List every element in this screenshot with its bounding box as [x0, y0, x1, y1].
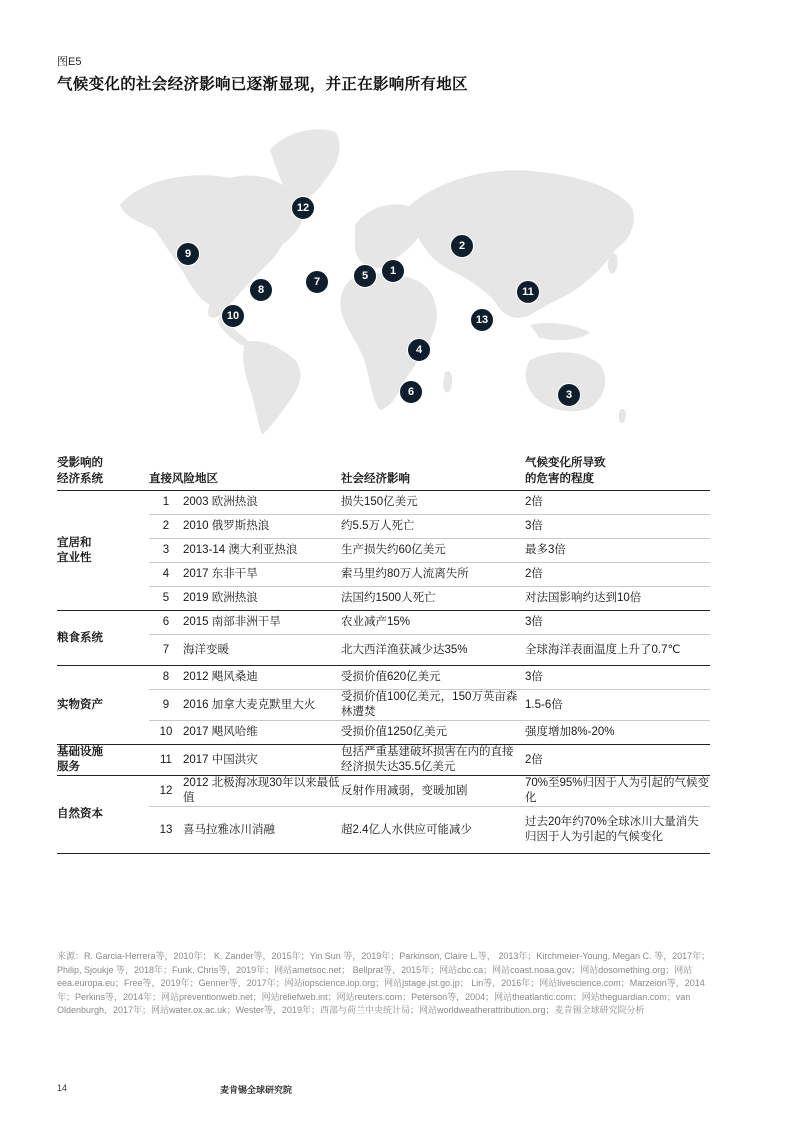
- row-number: 10: [149, 721, 183, 745]
- world-map: [110, 110, 700, 440]
- row-impact: 北大西洋渔获减少达35%: [341, 635, 525, 666]
- row-number: 9: [149, 690, 183, 721]
- row-severity: 强度增加8%-20%: [525, 721, 710, 745]
- north-america-shape: [120, 175, 303, 318]
- map-marker-11: 11: [516, 280, 540, 304]
- row-impact: 受损价值100亿美元，150万英亩森林遭焚: [341, 690, 525, 721]
- row-severity: 2倍: [525, 745, 710, 776]
- se-asia-islands-shape: [530, 323, 590, 340]
- page-number: 14: [57, 1083, 68, 1093]
- table-row: [57, 563, 710, 587]
- row-event: 2017 中国洪灾: [183, 745, 341, 776]
- madagascar-shape: [443, 371, 452, 392]
- map-marker-6: 6: [399, 380, 423, 404]
- row-number: 1: [149, 491, 183, 515]
- table-row: [57, 690, 710, 721]
- row-severity: 过去20年约70%全球冰川大量消失归因于人为引起的气候变化: [525, 807, 710, 854]
- table-row: [57, 666, 710, 690]
- row-number: 5: [149, 587, 183, 611]
- row-event: 2015 南部非洲干旱: [183, 611, 341, 635]
- header-severity: 气候变化所导致 的危害的程度: [525, 457, 606, 485]
- row-severity: 最多3倍: [525, 539, 710, 563]
- table-row: [57, 745, 710, 776]
- map-marker-4: 4: [407, 338, 431, 362]
- map-marker-2: 2: [450, 234, 474, 258]
- row-severity: 1.5-6倍: [525, 690, 710, 721]
- row-impact: 法国约1500人死亡: [341, 587, 525, 611]
- row-event: 喜马拉雅冰川消融: [183, 807, 341, 854]
- map-marker-5: 5: [353, 264, 377, 288]
- row-impact: 生产损失约60亿美元: [341, 539, 525, 563]
- south-america-shape: [243, 341, 300, 435]
- row-event: 海洋变暖: [183, 635, 341, 666]
- header-event: 直接风险地区: [149, 473, 218, 485]
- row-impact: 受损价值620亿美元: [341, 666, 525, 690]
- risk-table: [57, 455, 710, 854]
- publisher-name: 麦肯锡全球研究院: [220, 1085, 293, 1095]
- row-event: 2016 加拿大麦克默里大火: [183, 690, 341, 721]
- table-row: [57, 721, 710, 745]
- table-row: [57, 776, 710, 807]
- row-severity: 3倍: [525, 515, 710, 539]
- row-event: 2017 东非干旱: [183, 563, 341, 587]
- row-event: 2012 北极海冰现30年以来最低值: [183, 776, 341, 807]
- group-label-food-systems: 粮食系统: [57, 611, 149, 666]
- table-header-row: [57, 455, 710, 491]
- row-event: 2017 飓风哈维: [183, 721, 341, 745]
- figure-title: 气候变化的社会经济影响已逐渐显现，并正在影响所有地区: [57, 76, 468, 93]
- row-event: 2019 欧洲热浪: [183, 587, 341, 611]
- group-label-natural-capital: 自然资本: [57, 776, 149, 854]
- row-severity: 3倍: [525, 611, 710, 635]
- row-impact: 超2.4亿人水供应可能减少: [341, 807, 525, 854]
- table-row: [57, 491, 710, 515]
- row-impact: 受损价值1250亿美元: [341, 721, 525, 745]
- table-row: [57, 807, 710, 854]
- table-row: [57, 587, 710, 611]
- table-row: [57, 515, 710, 539]
- table-row: [57, 611, 710, 635]
- group-label-physical-assets: 实物资产: [57, 666, 149, 745]
- row-impact: 损失150亿美元: [341, 491, 525, 515]
- row-number: 13: [149, 807, 183, 854]
- header-system: 受影响的 经济系统: [57, 457, 103, 485]
- map-marker-3: 3: [557, 383, 581, 407]
- row-severity: 3倍: [525, 666, 710, 690]
- row-number: 11: [149, 745, 183, 776]
- header-impact: 社会经济影响: [341, 473, 410, 485]
- row-impact: 索马里约80万人流离失所: [341, 563, 525, 587]
- table-row: [57, 539, 710, 563]
- map-marker-8: 8: [249, 278, 273, 302]
- source-note: 来源：R. Garcia-Herrera等，2010年； K. Zander等，2015年；Yin Sun 等，2019年；Parkinson, Claire L.等， 2013年；Kirchmeier-Young, Megan C. 等，2017年；Philip, Sjoukje 等，2018年；Funk, Chris等，2019年；网站ametsoc.net； Bellprat等，2015年；网站cbc.ca；网站coast.noaa.gov；网站dosomething.org；网站eea.europa.eu；Free等，2019年；Genner等，2017年；网站iopscience.iop.org；网站jstage.jst.go.jp； Lin等，2016年；网站livescience.com；Marzeion等，2014年；Perkins等，2014年；网站preventionweb.net；网站reliefweb.int；网站reuters.com；Peterson等，2004；网站theatlantic.com；网站theguardian.com；van Oldenburgh，2017年；网站water.ox.ac.uk；Wester等，2019年；西部与荷兰中央统计局；网站worldweatherattribution.org；麦肯锡全球研究院分析: [57, 951, 711, 1015]
- row-impact: 约5.5万人死亡: [341, 515, 525, 539]
- row-number: 8: [149, 666, 183, 690]
- row-number: 7: [149, 635, 183, 666]
- row-number: 6: [149, 611, 183, 635]
- map-marker-7: 7: [305, 270, 329, 294]
- map-marker-12: 12: [291, 196, 315, 220]
- row-event: 2010 俄罗斯热浪: [183, 515, 341, 539]
- row-severity: 全球海洋表面温度上升了0.7℃: [525, 635, 710, 666]
- row-impact: 农业减产15%: [341, 611, 525, 635]
- row-event: 2003 欧洲热浪: [183, 491, 341, 515]
- row-number: 2: [149, 515, 183, 539]
- map-marker-13: 13: [470, 308, 494, 332]
- row-event: 2013-14 澳大利亚热浪: [183, 539, 341, 563]
- row-number: 12: [149, 776, 183, 807]
- row-event: 2012 飓风桑迪: [183, 666, 341, 690]
- figure-label: 图E5: [57, 56, 82, 68]
- row-severity: 2倍: [525, 563, 710, 587]
- row-impact: 包括严重基建破坏损害在内的直接经济损失达35.5亿美元: [341, 745, 525, 776]
- new-zealand-shape: [619, 409, 626, 423]
- table-row: [57, 635, 710, 666]
- group-label-liveability: 宜居和 宜业性: [57, 491, 149, 611]
- group-label-infrastructure: 基础设施 服务: [57, 745, 149, 776]
- row-impact: 反射作用减弱，变暖加剧: [341, 776, 525, 807]
- row-severity: 2倍: [525, 491, 710, 515]
- row-severity: 对法国影响约达到10倍: [525, 587, 710, 611]
- row-number: 4: [149, 563, 183, 587]
- map-marker-10: 10: [221, 304, 245, 328]
- row-number: 3: [149, 539, 183, 563]
- row-severity: 70%至95%归因于人为引起的气候变化: [525, 776, 710, 807]
- map-marker-1: 1: [381, 259, 405, 283]
- map-marker-9: 9: [176, 242, 200, 266]
